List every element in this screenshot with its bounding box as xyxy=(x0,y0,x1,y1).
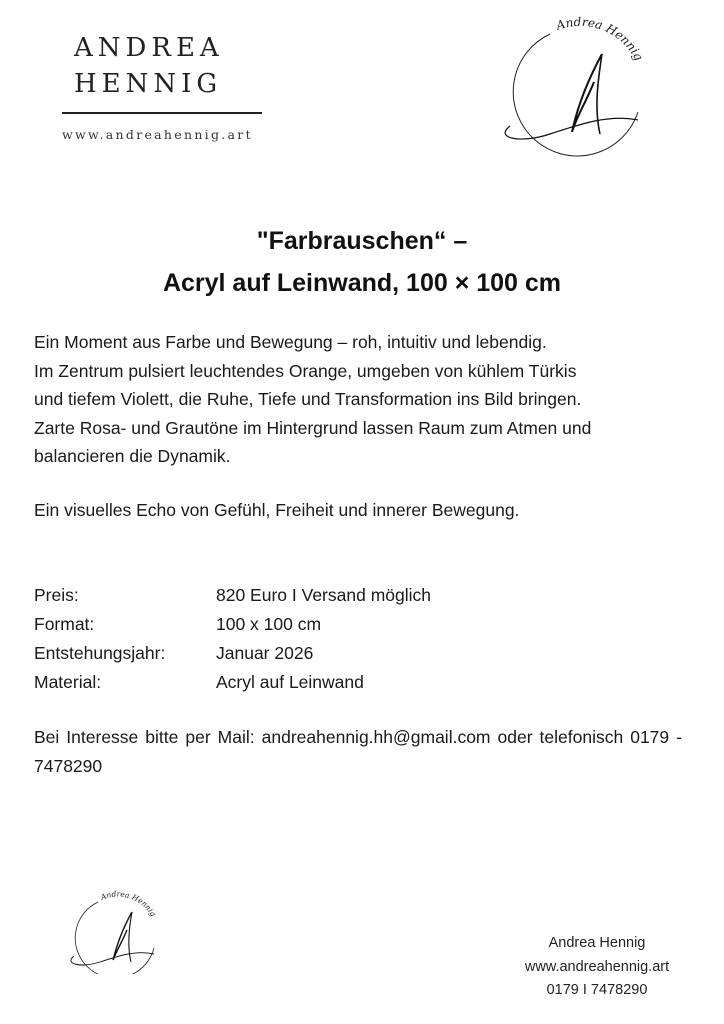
artwork-facts xyxy=(34,581,684,697)
footer-contact xyxy=(480,932,714,1003)
brand-block xyxy=(62,30,262,142)
fact-value: Januar 2026 xyxy=(216,643,314,663)
artwork-title xyxy=(0,220,724,304)
contact-info: Bei Interesse bitte per Mail: andreahennig.hh@gmail.com oder telefonisch 0179 - 7478290 xyxy=(34,727,682,776)
brand-url: www.andreahennig.art xyxy=(62,127,253,142)
footer-website: www.andreahennig.art xyxy=(524,958,670,975)
signature-logo-small-icon xyxy=(62,888,162,974)
artwork-description xyxy=(34,328,684,471)
logo-script-text: Andrea Hennig xyxy=(554,16,646,64)
description-line: und tiefem Violett, die Ruhe, Tiefe und Transformation ins Bild bringen. xyxy=(34,389,582,409)
fact-row-format xyxy=(34,610,684,639)
logo-small-script-text: Andrea Hennig xyxy=(99,889,158,919)
fact-value: Acryl auf Leinwand xyxy=(216,672,364,692)
title-line2: Acryl auf Leinwand, 100 × 100 cm xyxy=(162,269,562,297)
description-line: Im Zentrum pulsiert leuchtendes Orange, umgeben von kühlem Türkis xyxy=(34,360,577,381)
description-line: Zarte Rosa- und Grautöne im Hintergrund lassen Raum zum Atmen und xyxy=(34,417,592,438)
description-echo: Ein visuelles Echo von Gefühl, Freiheit und innerer Bewegung. xyxy=(34,500,520,520)
fact-label: Entstehungsjahr: xyxy=(34,643,166,663)
fact-row-price xyxy=(34,581,684,610)
brand-name-line2: HENNIG xyxy=(74,69,223,99)
fact-value: 820 Euro I Versand möglich xyxy=(216,585,431,605)
description-line: balancieren die Dynamik. xyxy=(34,446,231,466)
footer-name: Andrea Hennig xyxy=(548,935,646,951)
fact-row-year xyxy=(34,639,684,668)
signature-logo-icon xyxy=(490,16,650,158)
fact-value: 100 x 100 cm xyxy=(216,614,322,634)
description-line: Ein Moment aus Farbe und Bewegung – roh, intuitiv und lebendig. xyxy=(34,332,547,352)
title-line1: "Farbrauschen“ – xyxy=(256,227,468,255)
fact-label: Format: xyxy=(34,614,95,634)
footer-phone: 0179 I 7478290 xyxy=(546,982,648,998)
brand-divider xyxy=(62,112,262,114)
fact-label: Preis: xyxy=(34,585,79,605)
fact-label: Material: xyxy=(34,672,102,692)
svg-text:Andrea Hennig xyxy=(98,889,157,918)
fact-row-material xyxy=(34,668,684,697)
brand-name-line1: ANDREA xyxy=(74,33,224,63)
